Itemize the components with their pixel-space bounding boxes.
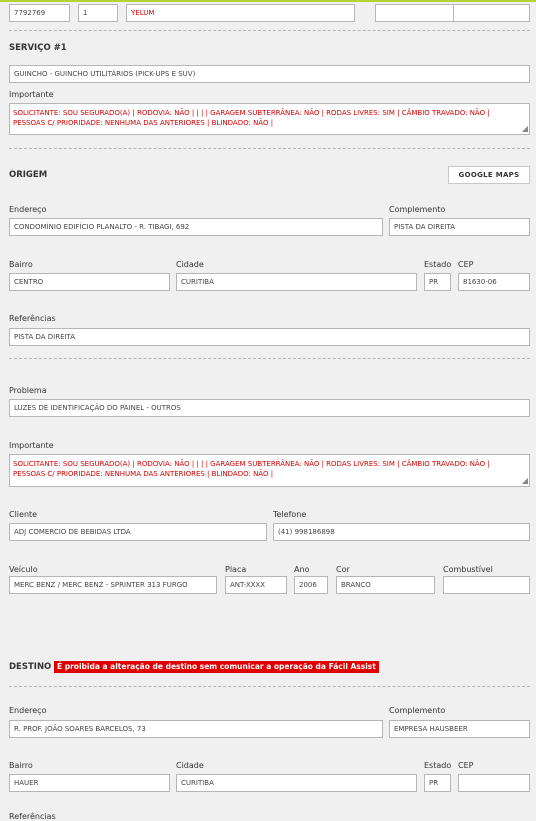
origin-state-field[interactable]: PR bbox=[424, 273, 451, 291]
vehicle-field[interactable]: MERC BENZ / MERC BENZ - SPRINTER 313 FURGO bbox=[9, 576, 217, 594]
importante-textarea-2[interactable] bbox=[9, 454, 530, 487]
origin-cep-label: CEP bbox=[458, 260, 474, 269]
destination-references-label: Referências bbox=[9, 812, 56, 821]
destination-cep-field[interactable] bbox=[458, 774, 530, 792]
destination-state-field[interactable]: PR bbox=[424, 774, 451, 792]
destination-address-field[interactable]: R. PROF. JOÃO SOARES BARCELOS, 73 bbox=[9, 720, 383, 738]
origin-references-field[interactable]: PISTA DA DIREITA bbox=[9, 328, 530, 346]
service-heading: SERVIÇO #1 bbox=[9, 43, 67, 53]
plate-label: Placa bbox=[225, 565, 247, 574]
client-label: Cliente bbox=[9, 510, 38, 519]
destination-complement-field[interactable]: EMPRESA HAUSBEER bbox=[389, 720, 530, 738]
client-field[interactable]: ADJ COMERCIO DE BEBIDAS LTDA bbox=[9, 523, 267, 541]
importante-label: Importante bbox=[9, 90, 54, 99]
divider bbox=[9, 358, 530, 359]
resize-handle-icon[interactable]: ◢ bbox=[521, 476, 528, 485]
destination-neighborhood-field[interactable]: HAUER bbox=[9, 774, 170, 792]
importante-textarea[interactable] bbox=[9, 103, 530, 135]
destination-warning-badge: É proibida a alteração de destino sem comunicar a operação da Fácil Assist bbox=[54, 661, 379, 673]
origin-city-label: Cidade bbox=[176, 260, 204, 269]
fuel-label: Combustível bbox=[443, 565, 493, 574]
origin-neighborhood-field[interactable]: CENTRO bbox=[9, 273, 170, 291]
origin-complement-field[interactable]: PISTA DA DIREITA bbox=[389, 218, 530, 236]
phone-field[interactable]: (41) 998186898 bbox=[273, 523, 530, 541]
color-label: Cor bbox=[336, 565, 350, 574]
problem-label: Problema bbox=[9, 386, 47, 395]
service-field[interactable]: GUINCHO - GUINCHO UTILITÁRIOS (PICK-UPS E SUV) bbox=[9, 65, 530, 83]
fuel-field[interactable] bbox=[443, 576, 530, 594]
destination-heading: DESTINO bbox=[9, 662, 52, 672]
resize-handle-icon[interactable]: ◢ bbox=[521, 124, 528, 133]
divider bbox=[9, 30, 530, 31]
destination-complement-label: Complemento bbox=[389, 706, 446, 715]
destination-city-field[interactable]: CURITIBA bbox=[176, 774, 417, 792]
origin-references-label: Referências bbox=[9, 314, 56, 323]
destination-neighborhood-label: Bairro bbox=[9, 761, 33, 770]
top-field-5[interactable] bbox=[453, 4, 530, 22]
origin-heading: ORIGEM bbox=[9, 170, 48, 180]
code-field[interactable]: 7792769 bbox=[9, 4, 70, 22]
top-accent-line bbox=[0, 0, 536, 2]
google-maps-button[interactable]: GOOGLE MAPS bbox=[448, 166, 530, 184]
plate-field[interactable]: ANT-XXXX bbox=[225, 576, 287, 594]
top-field-4[interactable] bbox=[375, 4, 454, 22]
vehicle-color-field[interactable]: BRANCO bbox=[336, 576, 435, 594]
origin-address-label: Endereço bbox=[9, 205, 47, 214]
destination-city-label: Cidade bbox=[176, 761, 204, 770]
importante-line-1: SOLICITANTE: SOU SEGURADO(A) | RODOVIA: NÃO | | | | GARAGEM SUBTERRÂNEA: NÃO | RODAS LIVRES: SIM | CÂMBIO TRAVADO: NÃO | bbox=[13, 460, 490, 468]
year-field[interactable]: 2006 bbox=[294, 576, 328, 594]
color-field[interactable]: YELUM bbox=[126, 4, 355, 22]
destination-cep-label: CEP bbox=[458, 761, 474, 770]
vehicle-label: Veículo bbox=[9, 565, 38, 574]
origin-neighborhood-label: Bairro bbox=[9, 260, 33, 269]
origin-complement-label: Complemento bbox=[389, 205, 446, 214]
importante-line-2: PESSOAS C/ PRIORIDADE: NENHUMA DAS ANTERIORES | BLINDADO: NÃO | bbox=[13, 470, 274, 478]
divider bbox=[9, 148, 530, 149]
importante-line-1: SOLICITANTE: SOU SEGURADO(A) | RODOVIA: NÃO | | | | GARAGEM SUBTERRÂNEA: NÃO | RODAS LIVRES: SIM | CÂMBIO TRAVADO: NÃO | bbox=[13, 109, 490, 117]
origin-cep-field[interactable]: 81630-06 bbox=[458, 273, 530, 291]
origin-state-label: Estado bbox=[424, 260, 452, 269]
year-label: Ano bbox=[294, 565, 310, 574]
importante-line-2: PESSOAS C/ PRIORIDADE: NENHUMA DAS ANTERIORES | BLINDADO: NÃO | bbox=[13, 119, 274, 127]
phone-label: Telefone bbox=[273, 510, 307, 519]
origin-city-field[interactable]: CURITIBA bbox=[176, 273, 417, 291]
origin-address-field[interactable]: CONDOMÍNIO EDIFÍCIO PLANALTO - R. TIBAGI, 692 bbox=[9, 218, 383, 236]
destination-state-label: Estado bbox=[424, 761, 452, 770]
destination-address-label: Endereço bbox=[9, 706, 47, 715]
importante-label-2: Importante bbox=[9, 441, 54, 450]
divider bbox=[9, 686, 530, 687]
problem-field[interactable]: LUZES DE IDENTIFICAÇÃO DO PAINEL - OUTROS bbox=[9, 399, 530, 417]
quantity-field[interactable]: 1 bbox=[78, 4, 118, 22]
